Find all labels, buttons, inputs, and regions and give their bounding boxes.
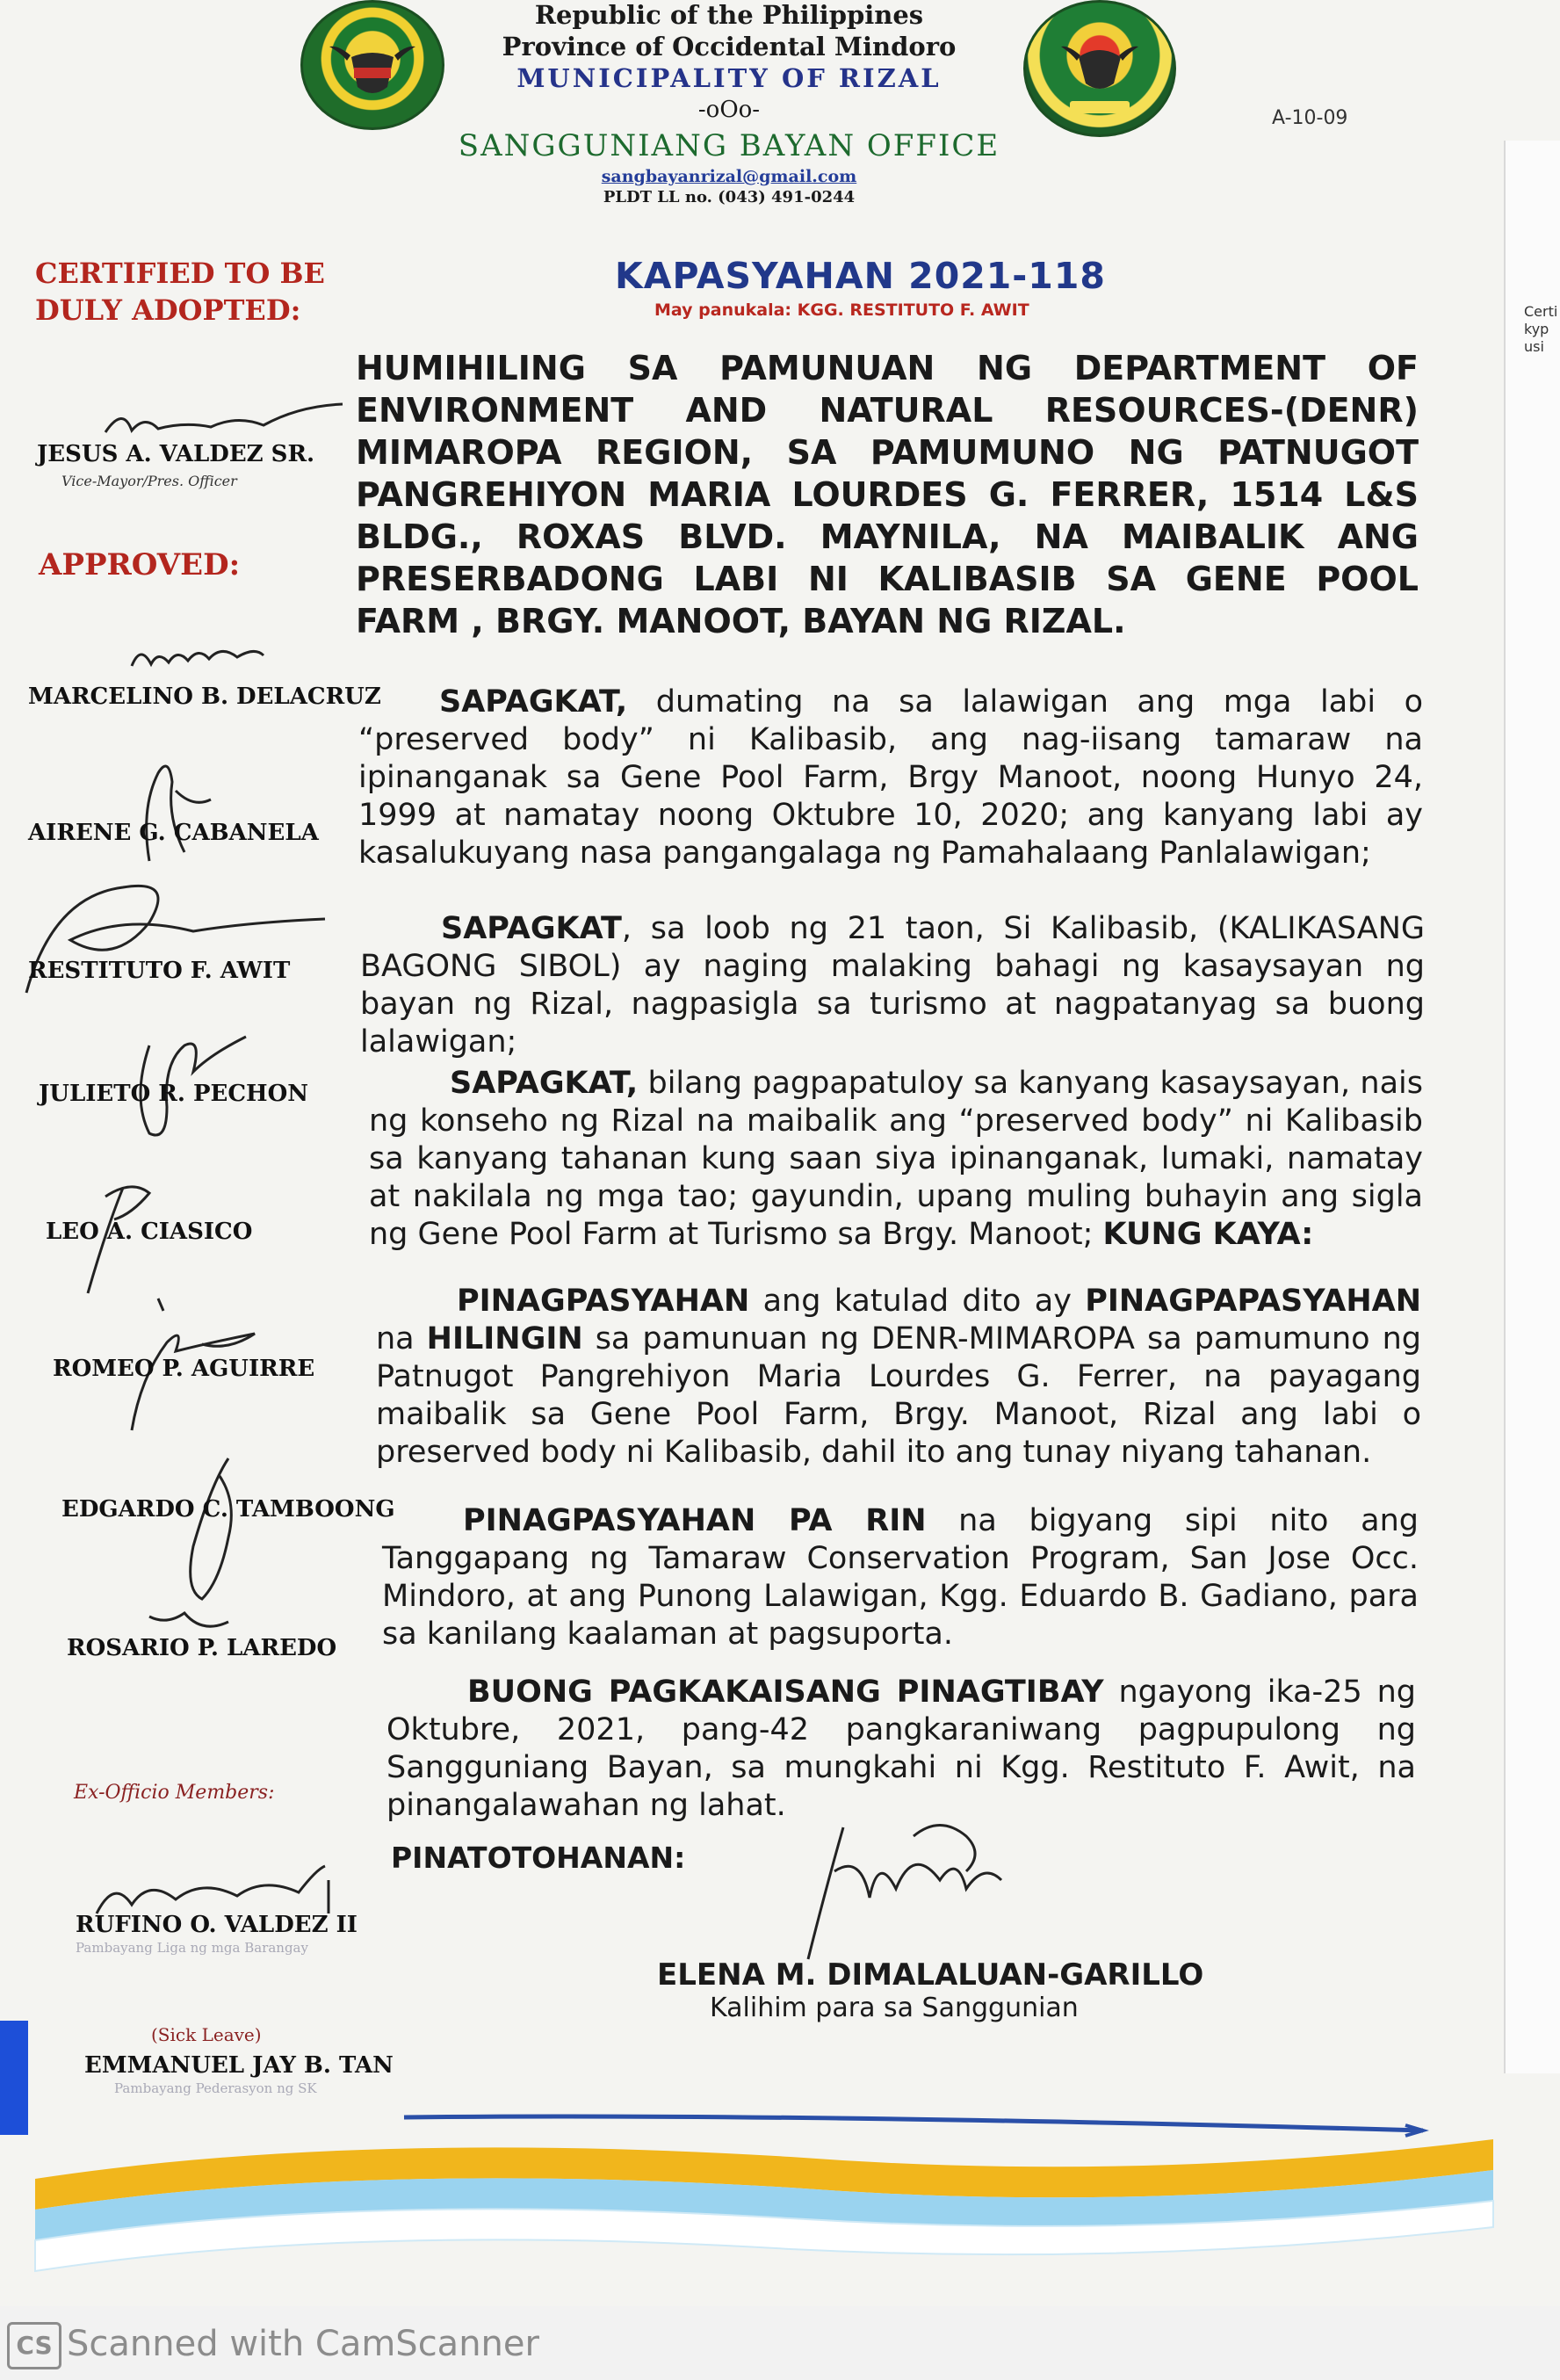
header-office: SANGGUNIANG BAYAN OFFICE bbox=[458, 128, 1000, 163]
paragraph-lead: BUONG PAGKAKAISANG PINAGTIBAY bbox=[467, 1675, 1104, 1710]
certified-line1: CERTIFIED TO BE bbox=[35, 257, 325, 290]
header-republic: Republic of the Philippines bbox=[534, 0, 924, 30]
paragraph-text: bilang pagpapatuloy sa kanyang kasaysayan, nais ng konseho ng Rizal na maibalik ang “preserved body” ni Kalibasib sa kanyang tahanan kung saan siya ipinanganak, lumaki, namatay at nakilala ng mga tao; gayundin, upang muling buhayin ang sigla ng Gene Pool Farm at Turismo sa Brgy. Manoot; bbox=[369, 1066, 1423, 1252]
paragraph-lead: PINAGPASYAHAN PA RIN bbox=[463, 1503, 927, 1538]
paragraph-text: na bigyang sipi nito ang Tanggapang ng Tamaraw Conservation Program, San Jose Occ. Mindoro, at ang Punong Lalawigan, Kgg. Eduardo B. Gadiano, para sa kanilang kaalaman at pagsuporta. bbox=[382, 1503, 1419, 1652]
vice-mayor-name: JESUS A. VALDEZ SR. bbox=[37, 441, 315, 467]
paragraph-text: ang katulad dito ay bbox=[749, 1284, 1086, 1319]
paragraph-lead: SAPAGKAT bbox=[441, 911, 622, 946]
watermark-text: Scanned with CamScanner bbox=[67, 2324, 539, 2364]
paragraph-text: sa pamunuan ng DENR-MIMAROPA sa pamumuno ng Patnugot Pangrehiyon Maria Lourdes G. Ferrer, na payagang maibalik sa Gene Pool Farm, Brgy. Manoot, Rizal ang labi o preserved body ni Kalibasib, dahil ito ang tunay niyang tahanan. bbox=[376, 1321, 1421, 1470]
adjacent-page-fragments bbox=[1524, 303, 1559, 356]
header-province: Province of Occidental Mindoro bbox=[502, 32, 957, 61]
approved-label: APPROVED: bbox=[39, 547, 241, 582]
secretary-signature bbox=[791, 1819, 1019, 1968]
exofficio-name: EMMANUEL JAY B. TAN bbox=[84, 2052, 394, 2079]
header-separator: -oOo- bbox=[697, 97, 761, 123]
member-name: LEO A. CIASICO bbox=[46, 1219, 253, 1245]
fragment-text: kyp bbox=[1524, 321, 1549, 337]
member-signature bbox=[123, 640, 272, 689]
member-name: AIRENE G. CABANELA bbox=[28, 820, 319, 846]
member-name: MARCELINO B. DELACRUZ bbox=[28, 684, 381, 710]
camscanner-logo-icon: CS bbox=[7, 2322, 61, 2369]
secretary-name: ELENA M. DIMALALUAN-GARILLO bbox=[657, 1957, 1204, 1993]
municipal-seal-left bbox=[300, 0, 444, 130]
bull-head-icon bbox=[303, 3, 442, 127]
header-municipality: MUNICIPALITY OF RIZAL bbox=[516, 63, 942, 93]
whereas-paragraph bbox=[369, 1065, 1423, 1254]
resolution-sponsor: May panukala: KGG. RESTITUTO F. AWIT bbox=[654, 300, 1029, 320]
paragraph-lead: PINAGPASYAHAN bbox=[457, 1284, 750, 1319]
adjacent-page-edge bbox=[1504, 141, 1560, 2073]
member-signature bbox=[132, 1450, 264, 1652]
tamaraw-emblem-icon bbox=[1026, 3, 1174, 134]
paragraph-text: dumating na sa lalawigan ang mga labi o “preserved body” ni Kalibasib, ang nag-iisang tamaraw na ipinanganak sa Gene Pool Farm, Brgy Manoot, noong Hunyo 24, 1999 at namatay noong Oktubre 10, 2020; ang kanyang labi ay kasalukuyang nasa pangangalaga ng Pamahalaang Panlalawigan; bbox=[358, 684, 1423, 871]
attested-label: PINATOTOHANAN: bbox=[391, 1841, 686, 1875]
sangguniang-seal-right bbox=[1023, 0, 1176, 137]
resolution-subject: HUMIHILING SA PAMUNUAN NG DEPARTMENT OF ENVIRONMENT AND NATURAL RESOURCES-(DENR) MIMAROPA REGION, SA PAMUMUNO NG PATNUGOT PANGREHIYON MARIA LOURDES G. FERRER, 1514 L&S BLDG., ROXAS BLVD. MAYNILA, NA MAIBALIK ANG PRESERBADONG LABI NI KALIBASIB SA GENE POOL FARM , BRGY. MANOOT, BAYAN NG RIZAL. bbox=[356, 349, 1419, 640]
member-name: JULIETO R. PECHON bbox=[39, 1081, 309, 1107]
paragraph-tail: KUNG KAYA: bbox=[1102, 1217, 1314, 1252]
exofficio-title: Pambayang Pederasyon ng SK bbox=[114, 2080, 317, 2096]
paragraph-lead: HILINGIN bbox=[426, 1321, 583, 1356]
fragment-text: Certi bbox=[1524, 303, 1558, 320]
member-name: EDGARDO C. TAMBOONG bbox=[61, 1496, 395, 1523]
decorative-flag-band bbox=[0, 2095, 1560, 2297]
exofficio-name: RUFINO O. VALDEZ II bbox=[76, 1912, 358, 1938]
member-name: RESTITUTO F. AWIT bbox=[28, 958, 291, 984]
adoption-paragraph bbox=[386, 1674, 1416, 1825]
paragraph-text: , sa loob ng 21 taon, Si Kalibasib, (KALIKASANG BAGONG SIBOL) ay naging malaking bahagi ng kasaysayan ng bayan ng Rizal, nagpasigla sa turismo at nagpatanyag sa buong lalawigan; bbox=[360, 911, 1425, 1060]
resolved-paragraph bbox=[376, 1283, 1421, 1472]
document-code: A-10-09 bbox=[1272, 107, 1348, 129]
paragraph-lead: SAPAGKAT, bbox=[450, 1066, 639, 1101]
scanner-watermark bbox=[0, 2306, 1560, 2380]
certified-line2: DULY ADOPTED: bbox=[35, 293, 301, 327]
paragraph-lead: SAPAGKAT, bbox=[439, 684, 628, 720]
ex-officio-label: Ex-Officio Members: bbox=[74, 1782, 275, 1804]
paragraph-text: na bbox=[376, 1321, 427, 1356]
whereas-paragraph bbox=[360, 910, 1425, 1061]
header-phone: PLDT LL no. (043) 491-0244 bbox=[603, 188, 856, 206]
paragraph-text: ngayong ika-25 ng Oktubre, 2021, pang-42 pangkaraniwang pagpupulong ng Sangguniang Bayan, sa mungkahi ni Kgg. Restituto F. Awit, na pinangalawahan ng lahat. bbox=[386, 1675, 1417, 1823]
exofficio-title: Pambayang Liga ng mga Barangay bbox=[76, 1940, 308, 1956]
resolution-title: KAPASYAHAN 2021-118 bbox=[615, 255, 1106, 297]
member-name: ROSARIO P. LAREDO bbox=[67, 1635, 337, 1661]
fragment-text: usi bbox=[1524, 338, 1544, 355]
whereas-paragraph bbox=[358, 684, 1423, 872]
sick-leave-note: (Sick Leave) bbox=[151, 2024, 262, 2045]
paragraph-lead: PINAGPAPASYAHAN bbox=[1085, 1284, 1421, 1319]
certified-label bbox=[35, 255, 325, 329]
member-name: ROMEO P. AGUIRRE bbox=[53, 1356, 315, 1382]
member-signature bbox=[114, 756, 220, 870]
secretary-title: Kalihim para sa Sanggunian bbox=[710, 1993, 1079, 2023]
header-email: sangbayanrizal@gmail.com bbox=[601, 167, 857, 186]
vice-mayor-title: Vice-Mayor/Pres. Officer bbox=[61, 473, 237, 489]
resolved-further-paragraph bbox=[382, 1502, 1419, 1653]
